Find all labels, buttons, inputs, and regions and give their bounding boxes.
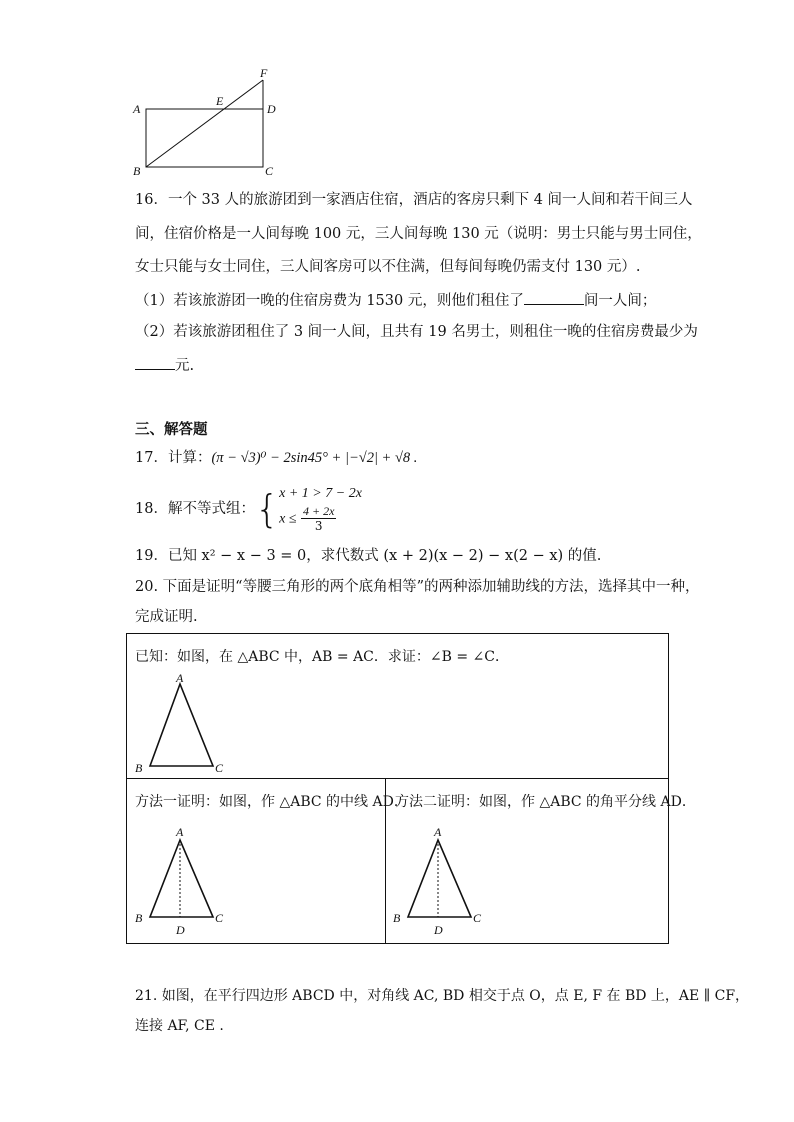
section-heading: 三、解答题: [135, 421, 208, 438]
label-D: D: [267, 102, 276, 116]
q18-prefix: 18．解不等式组：: [135, 500, 255, 517]
rectangle-diagram: [130, 64, 280, 180]
proof-table: [126, 633, 696, 944]
m2-label-B: B: [393, 911, 401, 925]
tri-label-B: B: [135, 761, 143, 774]
q18-row2-left: x ≤: [279, 511, 297, 527]
q18: [135, 484, 362, 536]
answer-blank-1[interactable]: [524, 290, 584, 305]
label-F: F: [260, 66, 268, 80]
q16-line1: 16．一个 33 人的旅游团到一家酒店住宿，酒店的客房只剩下 4 间一人间和若干间三人: [135, 192, 693, 208]
q16-part2-line2: [135, 355, 194, 376]
q18-fraction: [301, 504, 336, 533]
q18-row1: x + 1 > 7 − 2x: [279, 486, 362, 501]
tri-label-A: A: [176, 674, 184, 685]
triangle-bisector: [391, 822, 491, 938]
given-statement: 已知：如图，在 △ABC 中，AB = AC．求证：∠B = ∠C．: [135, 649, 509, 665]
brace-icon: {: [254, 486, 280, 531]
triangle-abc: [133, 674, 233, 774]
m1-label-B: B: [135, 911, 143, 925]
fraction-numerator: 4 + 2x: [303, 504, 335, 518]
q19: 19．已知 x² − x − 3 = 0，求代数式 (x + 2)(x − 2) − x(2 − x) 的值.: [135, 548, 602, 564]
q20-line2: 完成证明.: [135, 609, 198, 625]
method2-statement: 方法二证明：如图，作 △ABC 的角平分线 AD．: [395, 794, 696, 810]
q17-prefix: 17．计算：: [135, 450, 212, 466]
tri-label-C: C: [215, 761, 224, 774]
m2-label-A: A: [434, 825, 442, 839]
q16-part2: （2）若该旅游团租住了 3 间一人间，且共有 19 名男士，则租住一晚的住宿房费最少为: [135, 324, 698, 340]
m2-label-C: C: [473, 911, 482, 925]
q21-line2: 连接 AF, CE .: [135, 1018, 224, 1034]
m1-label-C: C: [215, 911, 224, 925]
q16-part2-post: 元.: [175, 358, 195, 374]
method1-statement: 方法一证明：如图，作 △ABC 的中线 AD．: [135, 794, 408, 810]
m2-label-D: D: [434, 923, 443, 937]
q21-line1: 21. 如图，在平行四边形 ABCD 中，对角线 AC, BD 相交于点 O，点 E, F 在 BD 上，AE ∥ CF，: [135, 988, 750, 1004]
q16-line2: 间，住宿价格是一人间每晚 100 元，三人间每晚 130 元（说明：男士只能与男士同住，: [135, 226, 702, 242]
fraction-denominator: 3: [314, 519, 323, 533]
m1-label-A: A: [176, 825, 184, 839]
q17-expr: (π − √3)⁰ − 2sin45° + |−√2| + √8 .: [211, 450, 418, 466]
q16-line3: 女士只能与女士同住，三人间客房可以不住满，但每间每晚仍需支付 130 元）.: [135, 259, 641, 275]
label-B: B: [133, 164, 141, 178]
answer-blank-2[interactable]: [135, 355, 175, 370]
triangle-median: [133, 822, 233, 938]
q20-line1: 20. 下面是证明“等腰三角形的两个底角相等”的两种添加辅助线的方法，选择其中一种，: [135, 579, 700, 595]
q16-part1-pre: （1）若该旅游团一晚的住宿房费为 1530 元，则他们租住了: [135, 293, 524, 309]
m1-label-D: D: [176, 923, 185, 937]
q17: [135, 448, 417, 468]
q16-part1: [135, 290, 656, 311]
table-row-divider: [127, 778, 668, 779]
q16-part1-post: 间一人间；: [583, 293, 657, 309]
label-E: E: [216, 94, 224, 108]
label-C: C: [265, 164, 274, 178]
label-A: A: [133, 102, 141, 116]
inequality-system: [279, 484, 362, 533]
